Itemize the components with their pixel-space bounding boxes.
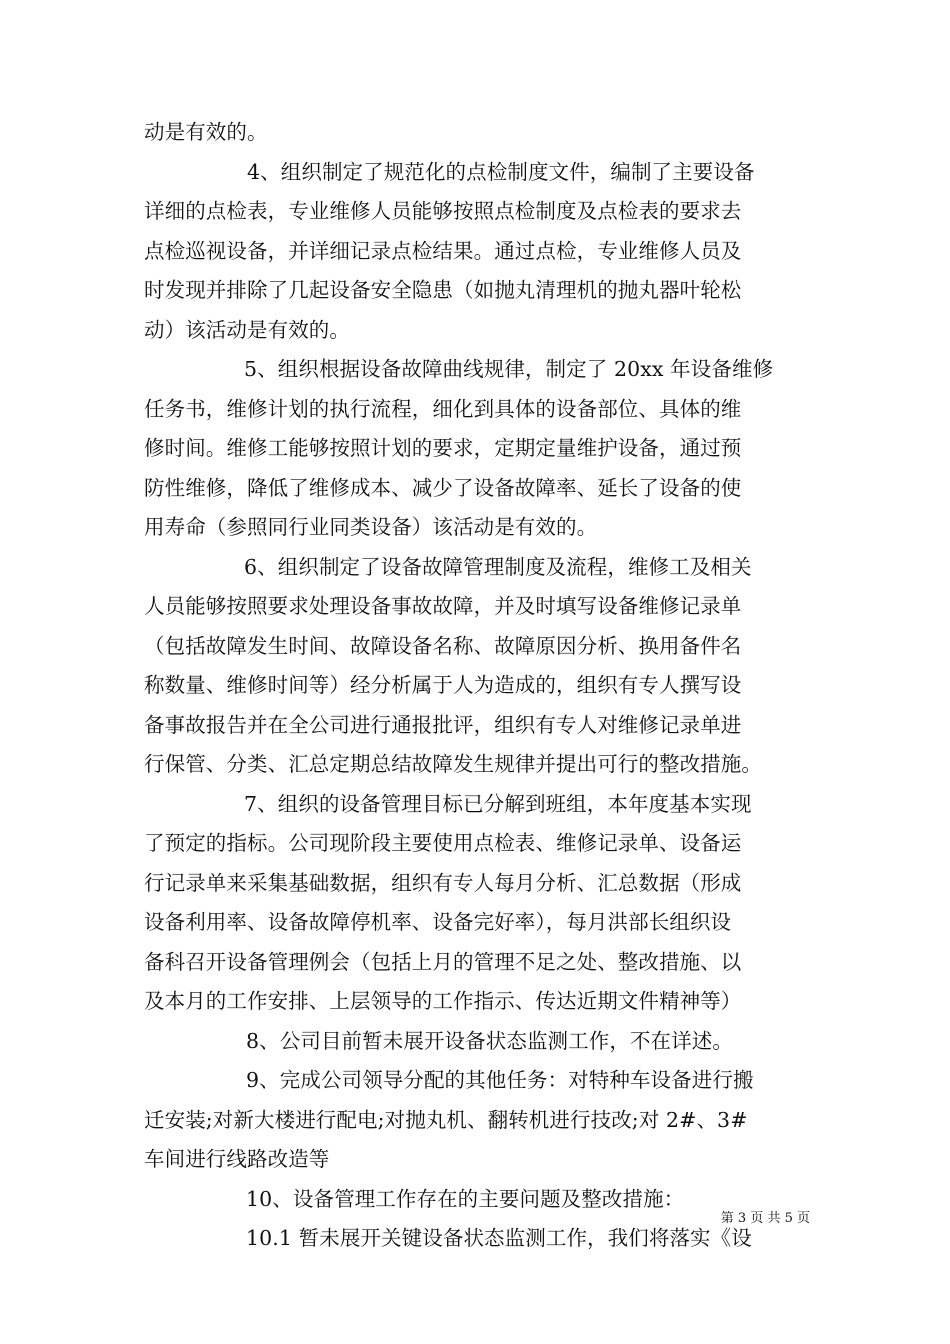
- text-line-16: 备事故报告并在全公司进行通报批评，组织有专人对维修记录单进: [144, 712, 742, 737]
- page-number-footer: 第 3 页 共 5 页: [720, 1211, 810, 1226]
- text-line-1: 动是有效的。: [144, 120, 268, 144]
- text-line-3: 详细的点检表，专业维修人员能够按照点检制度及点检表的要求去: [144, 199, 742, 223]
- text-line-9: 修时间。维修工能够按照计划的要求，定期定量维护设备，通过预: [144, 436, 742, 460]
- text-line-7: 5、组织根据设备故障曲线规律，制定了 20xx 年设备维修: [244, 357, 774, 381]
- text-line-26: 迁安装;对新大楼进行配电;对抛丸机、翻转机进行技改;对 2#、3#: [144, 1107, 748, 1132]
- text-line-19: 了预定的指标。公司现阶段主要使用点检表、维修记录单、设备运: [144, 831, 742, 855]
- text-line-27: 车间进行线路改造等: [144, 1147, 330, 1171]
- text-line-4: 点检巡视设备，并详细记录点检结果。通过点检，专业维修人员及: [144, 238, 742, 263]
- text-line-2: 4、组织制定了规范化的点检制度文件，编制了主要设备: [247, 159, 755, 184]
- text-line-21: 设备利用率、设备故障停机率、设备完好率），每月洪部长组织设: [144, 910, 732, 934]
- text-line-20: 行记录单来采集基础数据，组织有专人每月分析、汇总数据（形成: [144, 870, 742, 895]
- text-line-13: 人员能够按照要求处理设备事故故障，并及时填写设备维修记录单: [144, 594, 742, 618]
- text-line-17: 行保管、分类、汇总定期总结故障发生规律并提出可行的整改措施。: [144, 752, 762, 776]
- text-line-18: 7、组织的设备管理目标已分解到班组，本年度基本实现: [244, 791, 752, 816]
- text-line-11: 用寿命（参照同行业同类设备）该活动是有效的。: [144, 515, 598, 539]
- text-line-25: 9、完成公司领导分配的其他任务：对特种车设备进行搬: [246, 1068, 754, 1092]
- text-line-15: 称数量、维修时间等）经分析属于人为造成的，组织有专人撰写设: [144, 673, 742, 697]
- text-line-23: 及本月的工作安排、上层领导的工作指示、传达近期文件精神等）: [144, 989, 742, 1013]
- text-line-10: 防性维修，降低了维修成本、减少了设备故障率、延长了设备的使: [144, 475, 742, 500]
- text-line-24: 8、公司目前暂未展开设备状态监测工作，不在详述。: [246, 1028, 733, 1053]
- text-line-29: 10.1 暂未展开关键设备状态监测工作，我们将落实《设: [246, 1226, 752, 1250]
- text-line-5: 时发现并排除了几起设备安全隐患（如抛丸清理机的抛丸器叶轮松: [144, 278, 742, 302]
- text-line-8: 任务书，维修计划的执行流程，细化到具体的设备部位、具体的维: [144, 396, 742, 421]
- document-body: [144, 113, 806, 1259]
- text-line-12: 6、组织制定了设备故障管理制度及流程，维修工及相关: [244, 554, 752, 579]
- text-line-14: （包括故障发生时间、故障设备名称、故障原因分析、换用备件名: [144, 633, 742, 658]
- text-line-28: 10、设备管理工作存在的主要问题及整改措施：: [246, 1186, 685, 1211]
- text-line-22: 备科召开设备管理例会（包括上月的管理不足之处、整改措施、以: [144, 949, 742, 974]
- text-line-6: 动）该活动是有效的。: [144, 317, 350, 342]
